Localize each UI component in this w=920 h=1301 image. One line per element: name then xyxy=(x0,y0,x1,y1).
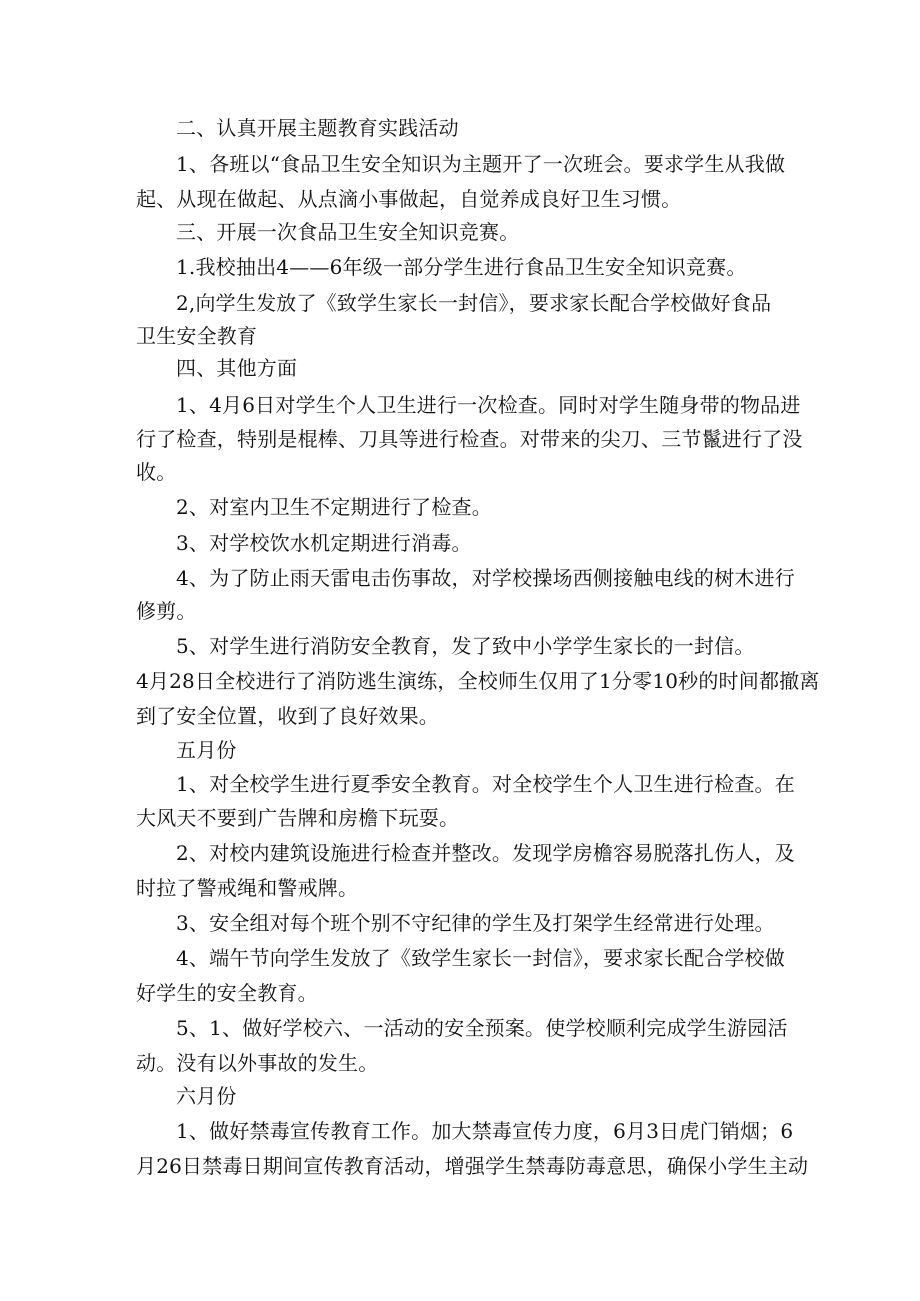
paragraph-line: 1、4月6日对学生个人卫生进行一次检查。同时对学生随身带的物品进 xyxy=(176,393,801,417)
paragraph-line: 卫生安全教育 xyxy=(136,324,258,348)
paragraph-line: 2,向学生发放了《致学生家长一封信》，要求家长配合学校做好食品 xyxy=(176,291,772,315)
paragraph-line: 3、安全组对每个班个别不守纪律的学生及打架学生经常进行处理。 xyxy=(176,911,775,935)
section-heading: 五月份 xyxy=(176,738,237,762)
paragraph-line: 到了安全位置，收到了良好效果。 xyxy=(136,704,439,728)
paragraph-line: 4、为了防止雨天雷电击伤事故，对学校操场西侧接触电线的树木进行 xyxy=(176,566,795,590)
section-heading: 三、开展一次食品卫生安全知识竞赛。 xyxy=(176,220,520,244)
paragraph-line: 起、从现在做起、从点滴小事做起，自觉养成良好卫生习惯。 xyxy=(136,187,682,211)
paragraph-line: 2、对室内卫生不定期进行了检查。 xyxy=(176,495,492,519)
paragraph-line: 4月28日全校进行了消防逃生演练，全校师生仅用了1分零10秒的时间都撤离 xyxy=(136,669,820,693)
paragraph-line: 大风天不要到广告牌和房檐下玩耍。 xyxy=(136,806,460,830)
paragraph-line: 4、端午节向学生发放了《致学生家长一封信》，要求家长配合学校做 xyxy=(176,946,785,970)
section-heading: 二、认真开展主题教育实践活动 xyxy=(176,116,459,140)
paragraph-line: 好学生的安全教育。 xyxy=(136,981,318,1005)
paragraph-line: 5、1、做好学校六、一活动的安全预案。使学校顺利完成学生游园活 xyxy=(176,1016,788,1040)
paragraph-line: 1、各班以“食品卫生安全知识为主题开了一次班会。要求学生从我做 xyxy=(176,152,786,176)
paragraph-line: 1、做好禁毒宣传教育工作。加大禁毒宣传力度，6月3日虎门销烟；6 xyxy=(176,1119,794,1143)
paragraph-line: 时拉了警戒绳和警戒牌。 xyxy=(136,876,359,900)
paragraph-line: 修剪。 xyxy=(136,599,197,623)
paragraph-line: 收。 xyxy=(136,460,177,484)
paragraph-line: 2、对校内建筑设施进行检查并整改。发现学房檐容易脱落扎伤人，及 xyxy=(176,841,795,865)
paragraph-line: 动。没有以外事故的发生。 xyxy=(136,1051,379,1075)
paragraph-line: 3、对学校饮水机定期进行消毒。 xyxy=(176,531,472,555)
paragraph-line: 1.我校抽出4——6年级一部分学生进行食品卫生安全知识竞赛。 xyxy=(176,255,747,279)
section-heading: 四、其他方面 xyxy=(176,356,298,380)
paragraph-line: 5、对学生进行消防安全教育，发了致中小学学生家长的一封信。 xyxy=(176,634,755,658)
paragraph-line: 行了检查，特别是棍棒、刀具等进行检查。对带来的尖刀、三节鬣进行了没 xyxy=(136,427,803,451)
section-heading: 六月份 xyxy=(176,1084,237,1108)
paragraph-line: 月26日禁毒日期间宣传教育活动，增强学生禁毒防毒意思，确保小学生主动 xyxy=(136,1154,809,1178)
paragraph-line: 1、对全校学生进行夏季安全教育。对全校学生个人卫生进行检查。在 xyxy=(176,772,795,796)
